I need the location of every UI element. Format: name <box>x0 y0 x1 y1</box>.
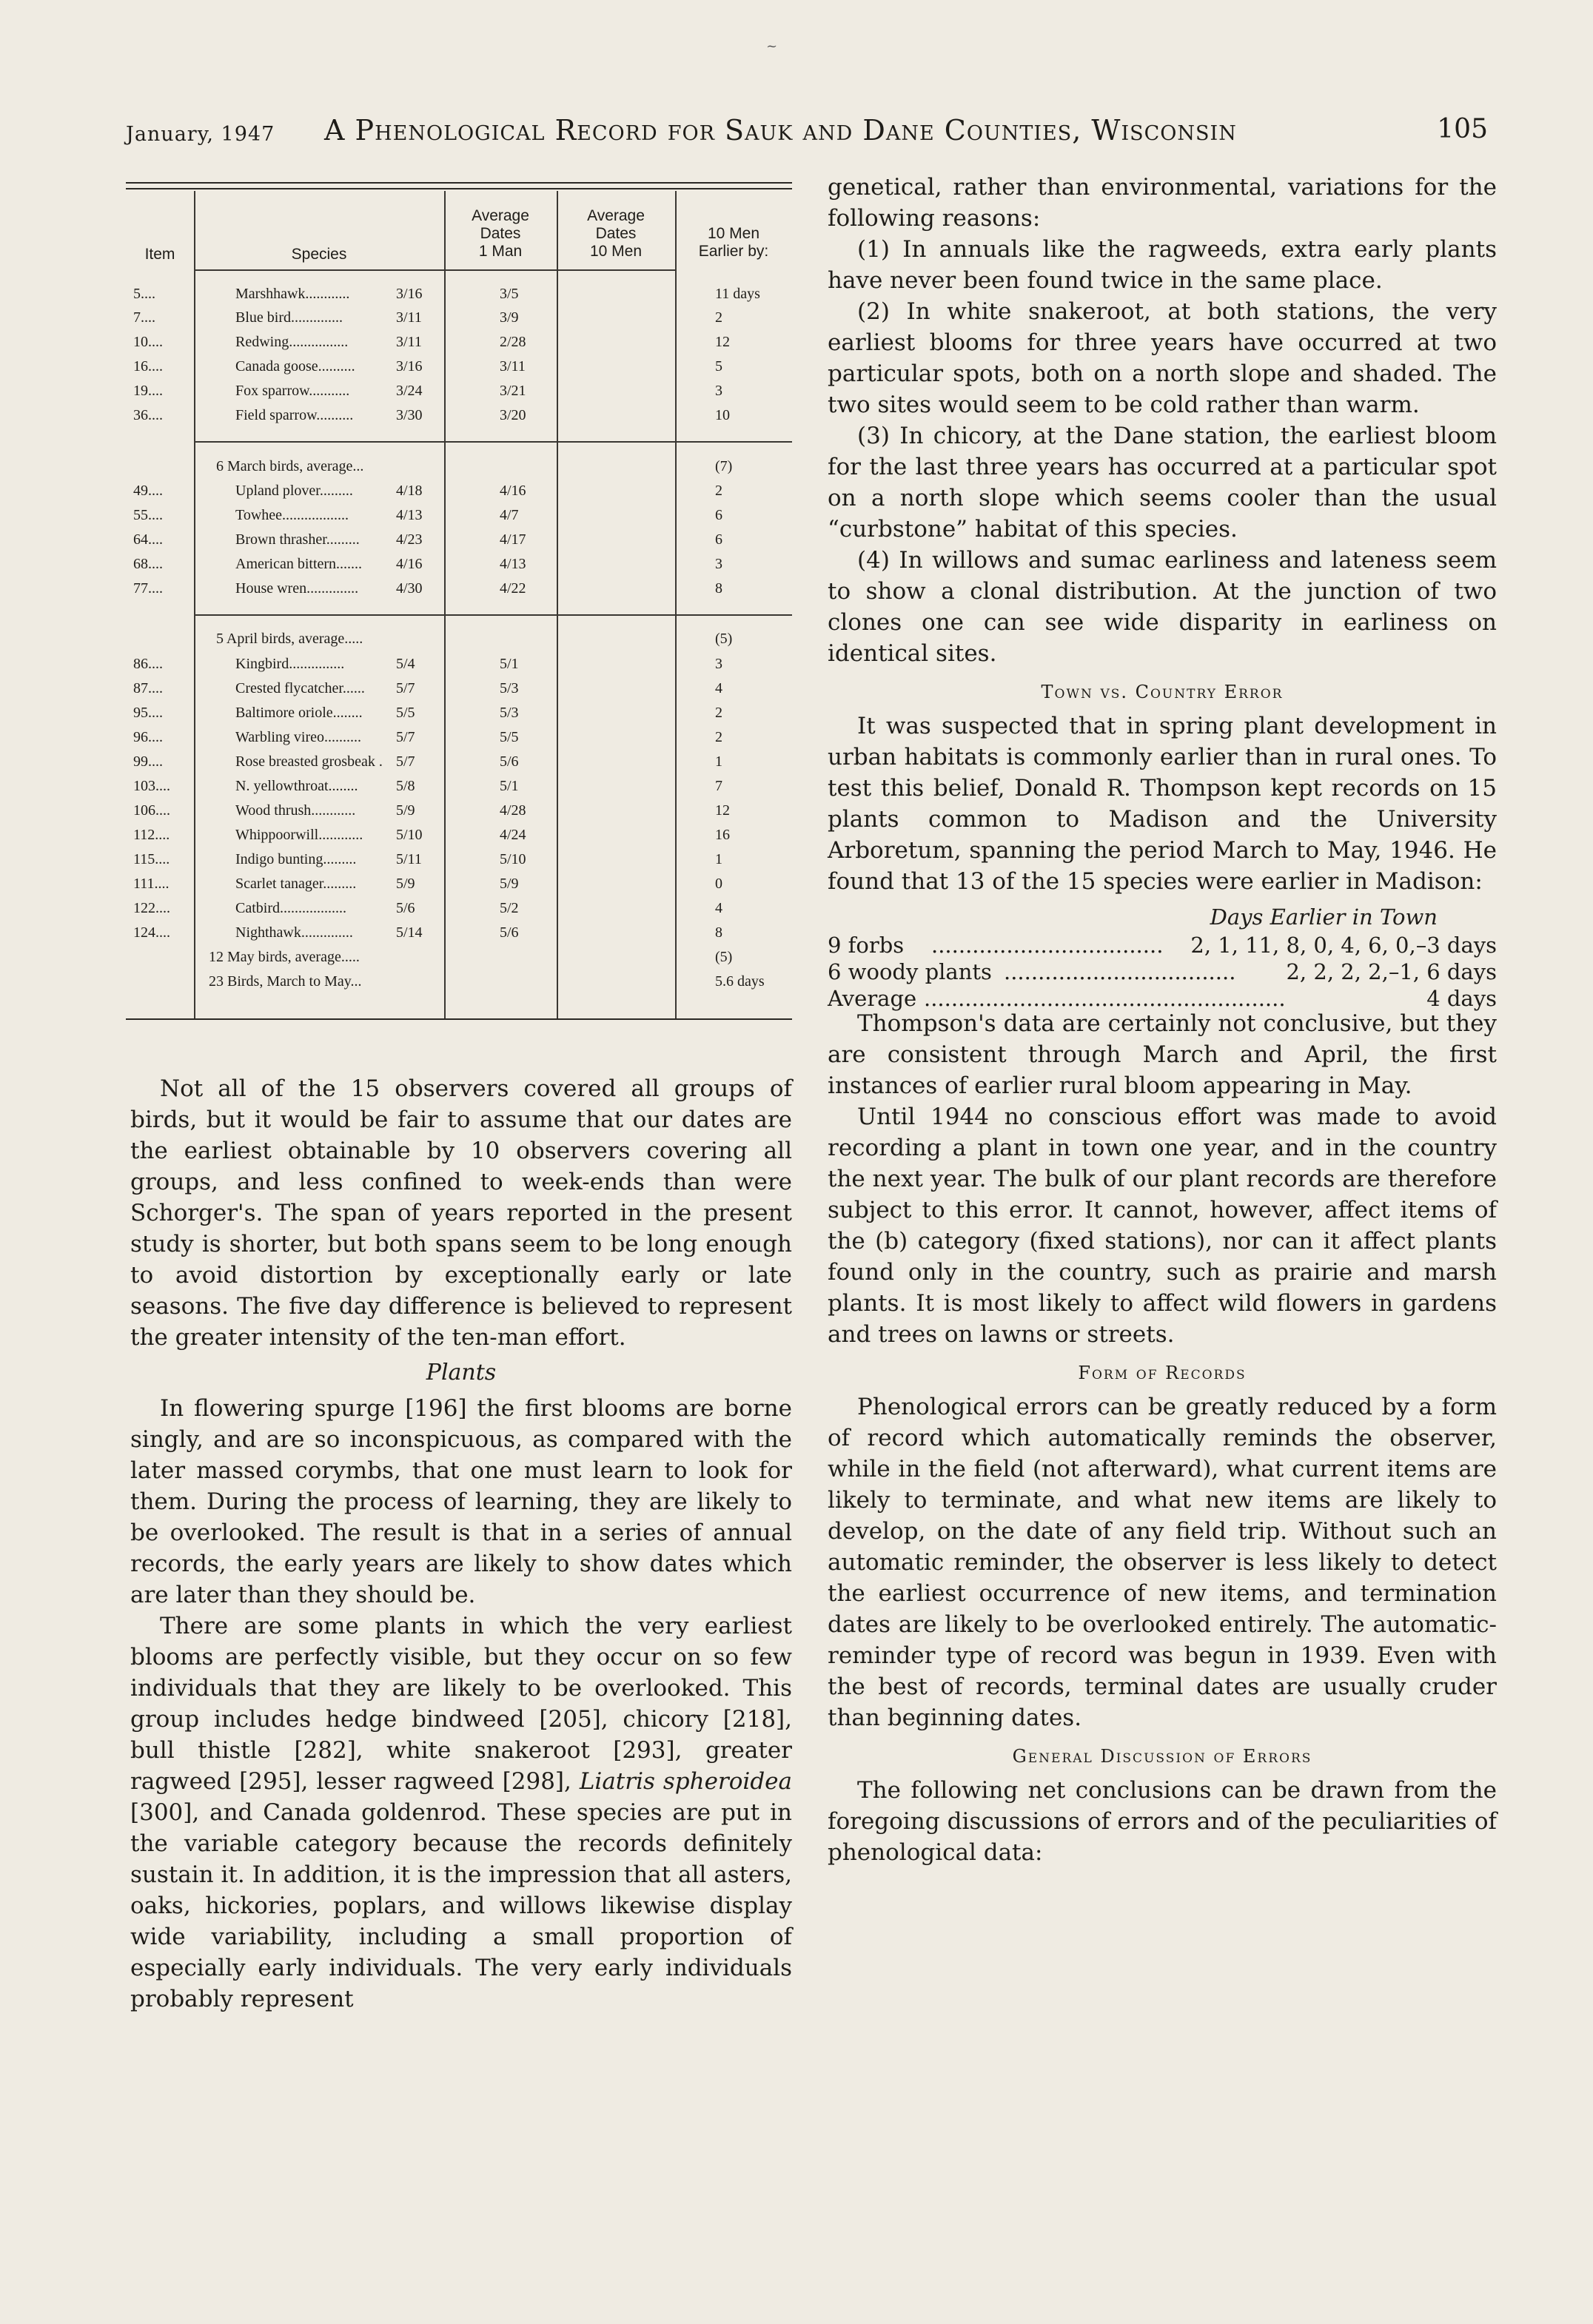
row-item: 87.... <box>133 680 163 696</box>
row-avg1: 5/9 <box>396 802 415 819</box>
row-avg10: 5/9 <box>500 876 519 892</box>
row-earlier: 12 <box>715 334 730 350</box>
paragraph: It was suspected that in spring plant development in urban habitats is commonly earlier than in rural ones. To test this belief, Donald R. Thompson kept records on 15 plants common to Madison and the University Arboretum, spanning the period March to May, 1946. He found that 13 of the 15 species were earlier in Madison: <box>828 713 1497 895</box>
row-avg1: 5/6 <box>396 900 415 916</box>
col-divider <box>194 191 195 1018</box>
paragraph: (1) In annuals like the ragweeds, extra early plants have never been found twice in the same place. <box>828 236 1497 294</box>
row-avg1: 5/7 <box>396 753 415 770</box>
row-item: 55.... <box>133 507 163 523</box>
row-species: Upland plover......... <box>235 483 353 499</box>
row-avg10: 4/13 <box>500 556 526 572</box>
header-avg10-l3: 10 Men <box>589 243 643 260</box>
row-earlier: 1 <box>715 851 722 867</box>
row-earlier: 3 <box>715 556 722 572</box>
row-values: 4 days <box>1426 986 1497 1011</box>
days-earlier-heading: Days Earlier in Town <box>1210 904 1438 930</box>
page-number: 105 <box>1437 114 1488 144</box>
row-earlier: 1 <box>715 753 722 770</box>
row-avg10: 3/5 <box>500 286 519 302</box>
header-earlier-l2: Earlier by: <box>698 243 769 260</box>
row-item: 68.... <box>133 556 163 572</box>
row-item: 124.... <box>133 924 170 941</box>
row-avg10: 5/5 <box>500 729 519 745</box>
paragraph: (3) In chicory, at the Dane station, the earliest bloom for the last three years has occurred at a particular spot on a north slope which seems cooler than the usual “curbstone” habitat of this species. <box>828 423 1497 543</box>
row-avg1: 4/18 <box>396 483 423 499</box>
row-item: 19.... <box>133 383 163 399</box>
row-item: 64.... <box>133 531 163 548</box>
row-item: 49.... <box>133 483 163 499</box>
row-label: Average <box>828 986 917 1011</box>
row-species: Fox sparrow........... <box>235 383 350 399</box>
row-avg1: 3/11 <box>396 334 422 350</box>
row-item: 77.... <box>133 580 163 597</box>
row-item: 16.... <box>133 358 163 375</box>
row-avg1: 4/30 <box>396 580 423 597</box>
row-species: Nighthawk.............. <box>235 924 353 941</box>
row-avg1: 5/7 <box>396 680 415 696</box>
row-species: Redwing................ <box>235 334 349 350</box>
col-divider <box>675 191 677 1018</box>
row-earlier: 6 <box>715 507 722 523</box>
row-item: 86.... <box>133 656 163 672</box>
header-item: Item <box>144 246 175 263</box>
row-earlier: 3 <box>715 383 722 399</box>
row-label: 9 forbs <box>828 933 905 958</box>
row-item: 115.... <box>133 851 170 867</box>
paragraph-text: There are some plants in which the very earliest blooms are perfectly visible, but they occur on so few individuals that they are likely to be overlooked. This group includes hedge bindweed [205], chicory [218], bull thistle [282], white snakeroot [293], greater ragweed [295], lesser ragweed [298], <box>130 1613 792 1795</box>
row-earlier: 4 <box>715 680 722 696</box>
row-species: Warbling vireo.......... <box>235 729 362 745</box>
row-species: House wren.............. <box>235 580 359 597</box>
section-heading-form-of-records: Form of Records <box>1078 1363 1247 1383</box>
row-earlier: 0 <box>715 876 722 892</box>
row-avg1: 3/16 <box>396 358 423 375</box>
header-avg1-l3: 1 Man <box>478 243 523 260</box>
row-species: Brown thrasher......... <box>235 531 360 548</box>
header-avg1-l1: Average <box>472 207 529 224</box>
row-earlier: 4 <box>715 900 722 916</box>
row-species: Rose breasted grosbeak . <box>235 753 383 770</box>
row-item: 10.... <box>133 334 163 350</box>
days-earlier-table <box>828 897 1497 1011</box>
row-item: 111.... <box>133 876 170 892</box>
row-avg10: 4/22 <box>500 580 526 597</box>
group-rule <box>194 441 792 443</box>
row-avg1: 4/23 <box>396 531 423 548</box>
total-label: 23 Birds, March to May... <box>209 973 362 990</box>
right-column <box>828 172 1497 1868</box>
row-avg10: 5/3 <box>500 680 519 696</box>
group-rule <box>194 614 792 616</box>
row-earlier: 2 <box>715 309 722 326</box>
row-avg10: 5/2 <box>500 900 519 916</box>
col-divider <box>557 191 558 1018</box>
paragraph <box>130 1611 792 2015</box>
header-earlier-l1: 10 Men <box>707 225 760 242</box>
row-avg1: 4/13 <box>396 507 423 523</box>
row-avg10: 4/17 <box>500 531 526 548</box>
pencil-mark: ~ <box>766 38 778 54</box>
row-species: Wood thrush............ <box>235 802 356 819</box>
row-avg1: 4/16 <box>396 556 423 572</box>
march-average-label: 6 March birds, average... <box>216 458 364 474</box>
row-earlier: 2 <box>715 729 722 745</box>
row-species: Catbird.................. <box>235 900 346 916</box>
row-item: 122.... <box>133 900 170 916</box>
article-title: A Phenological Record for Sauk and Dane Counties, Wisconsin <box>324 114 1237 147</box>
leader-dots: .................................. <box>1004 959 1236 984</box>
row-species: Marshhawk............ <box>235 286 350 302</box>
row-avg1: 5/8 <box>396 778 415 794</box>
row-species: Towhee.................. <box>235 507 349 523</box>
paragraph: Thompson's data are certainly not conclusive, but they are consistent through March and April, the first instances of earlier rural bloom appearing in May. <box>828 1010 1497 1099</box>
row-earlier: 3 <box>715 656 722 672</box>
row-avg1: 3/30 <box>396 407 423 423</box>
paragraph: The following net conclusions can be drawn from the foregoing discussions of errors and of the peculiarities of phenological data: <box>828 1777 1497 1866</box>
row-avg10: 3/11 <box>500 358 526 375</box>
row-earlier: 10 <box>715 407 730 423</box>
row-species: Scarlet tanager......... <box>235 876 357 892</box>
row-item: 96.... <box>133 729 163 745</box>
running-header <box>126 111 1488 148</box>
row-earlier: 12 <box>715 802 730 819</box>
row-species: Canada goose.......... <box>235 358 355 375</box>
row-species: Kingbird............... <box>235 656 345 672</box>
row-values: 2, 1, 11, 8, 0, 4, 6, 0,–3 days <box>1190 933 1497 958</box>
row-species: Baltimore oriole........ <box>235 705 363 721</box>
april-average-value: (5) <box>715 631 733 647</box>
section-heading-general-discussion: General Discussion of Errors <box>1012 1746 1312 1767</box>
row-earlier: 11 days <box>715 286 760 302</box>
header-avg10-l2: Dates <box>595 225 637 242</box>
row-earlier: 16 <box>715 827 730 843</box>
row-species: Whippoorwill............ <box>235 827 363 843</box>
row-avg10: 5/6 <box>500 924 519 941</box>
leader-dots: ..................................................... <box>924 986 1286 1011</box>
row-avg10: 4/7 <box>500 507 519 523</box>
row-avg1: 5/5 <box>396 705 415 721</box>
row-avg1: 3/16 <box>396 286 423 302</box>
paragraph: (2) In white snakeroot, at both stations, the very earliest blooms for three years have occurred at two particular spots, both on a north slope and shaded. The two sites would seem to be cold rather than warm. <box>828 298 1497 418</box>
row-item: 5.... <box>133 286 155 302</box>
row-avg10: 3/9 <box>500 309 519 326</box>
row-earlier: 6 <box>715 531 722 548</box>
header-rule <box>194 269 675 271</box>
may-average-label: 12 May birds, average..... <box>209 949 360 965</box>
col-divider <box>444 191 446 1018</box>
paragraph: (4) In willows and sumac earliness and lateness seem to show a clonal distribution. At the junction of two clones one can see wide disparity in earliness on identical sites. <box>828 547 1497 667</box>
row-species: Indigo bunting......... <box>235 851 357 867</box>
row-species: American bittern....... <box>235 556 363 572</box>
row-item: 106.... <box>133 802 170 819</box>
bird-arrival-table <box>126 182 792 1021</box>
paragraph: Not all of the 15 observers covered all groups of birds, but it would be fair to assume that our dates are the earliest obtainable by 10 observers covering all groups, and less confined to week-ends than were Schorger's. The span of years reported in the present study is shorter, but both spans seem to be long enough to avoid distortion by exceptionally early or late seasons. The five day difference is believed to represent the greater intensity of the ten-man effort. <box>130 1075 792 1351</box>
march-average-value: (7) <box>715 458 733 474</box>
row-avg10: 4/16 <box>500 483 526 499</box>
species-name: Liatris spheroidea <box>579 1768 792 1795</box>
row-avg10: 4/28 <box>500 802 526 819</box>
row-avg1: 5/4 <box>396 656 415 672</box>
row-avg10: 4/24 <box>500 827 526 843</box>
paragraph: Until 1944 no conscious effort was made to avoid recording a plant in town one year, and in the country the next year. The bulk of our plant records are therefore subject to this error. It cannot, however, affect items of the (b) category (fixed stations), nor can it affect plants found only in the country, such as prairie and marsh plants. It is most likely to affect wild flowers in gardens and trees on lawns or streets. <box>828 1104 1497 1348</box>
row-species: Blue bird.............. <box>235 309 343 326</box>
row-item: 36.... <box>133 407 163 423</box>
row-avg10: 2/28 <box>500 334 526 350</box>
row-species: Field sparrow.......... <box>235 407 354 423</box>
paragraph: Phenological errors can be greatly reduced by a form of record which automatically reminds the observer, while in the field (not afterward), what current items are likely to terminate, and what new items are likely to develop, on the date of any field trip. Without such an automatic reminder, the observer is less likely to detect the earliest occurrence of new items, and termination dates are likely to be overlooked entirely. The automatic-reminder type of record was begun in 1939. Even with the best of records, terminal dates are usually cruder than beginning dates. <box>828 1394 1497 1731</box>
row-item: 112.... <box>133 827 170 843</box>
row-avg10: 5/10 <box>500 851 526 867</box>
row-avg1: 5/11 <box>396 851 422 867</box>
row-item: 103.... <box>133 778 170 794</box>
row-earlier: 5 <box>715 358 722 375</box>
row-species: Crested flycatcher...... <box>235 680 365 696</box>
row-avg1: 5/9 <box>396 876 415 892</box>
section-heading-plants: Plants <box>426 1360 497 1386</box>
row-avg10: 3/21 <box>500 383 526 399</box>
row-earlier: 7 <box>715 778 722 794</box>
row-avg10: 5/6 <box>500 753 519 770</box>
row-avg1: 5/7 <box>396 729 415 745</box>
table-bottom-rule <box>126 1018 792 1020</box>
row-values: 2, 2, 2, 2,–1, 6 days <box>1286 959 1497 984</box>
leader-dots: .................................. <box>931 933 1164 958</box>
table-top-rule-2 <box>126 188 792 189</box>
header-species: Species <box>291 246 347 263</box>
row-earlier: 2 <box>715 483 722 499</box>
may-average-value: (5) <box>715 949 733 965</box>
row-avg1: 3/11 <box>396 309 422 326</box>
row-item: 7.... <box>133 309 155 326</box>
april-average-label: 5 April birds, average..... <box>216 631 363 647</box>
issue-date: January, 1947 <box>126 123 275 146</box>
section-heading-town-vs-country: Town vs. Country Error <box>1041 682 1284 702</box>
row-avg1: 3/24 <box>396 383 423 399</box>
row-avg10: 5/3 <box>500 705 519 721</box>
row-earlier: 2 <box>715 705 722 721</box>
row-species: N. yellowthroat........ <box>235 778 358 794</box>
row-item: 99.... <box>133 753 163 770</box>
table-top-rule <box>126 182 792 184</box>
left-column <box>130 1073 792 2015</box>
row-avg10: 5/1 <box>500 656 519 672</box>
row-earlier: 8 <box>715 580 722 597</box>
row-earlier: 8 <box>715 924 722 941</box>
row-avg1: 5/10 <box>396 827 423 843</box>
header-avg10-l1: Average <box>587 207 645 224</box>
paragraph: In flowering spurge [196] the first blooms are borne singly, and are so inconspicuous, as compared with the later massed corymbs, that one must learn to look for them. During the process of learning, they are likely to be overlooked. The result is that in a series of annual records, the early years are likely to show dates which are later than they should be. <box>130 1395 792 1608</box>
total-value: 5.6 days <box>715 973 765 990</box>
row-item: 95.... <box>133 705 163 721</box>
paragraph-text: [300], and Canada goldenrod. These species are put in the variable category because the records definitely sustain it. In addition, it is the impression that all asters, oaks, hickories, poplars, and willows likewise display wide variability, including a small proportion of especially early individuals. The very early individuals probably represent <box>130 1799 792 2012</box>
row-avg10: 5/1 <box>500 778 519 794</box>
header-avg1-l2: Dates <box>480 225 521 242</box>
paragraph: genetical, rather than environmental, variations for the following reasons: <box>828 174 1497 232</box>
row-avg10: 3/20 <box>500 407 526 423</box>
row-avg1: 5/14 <box>396 924 423 941</box>
row-label: 6 woody plants <box>828 959 992 984</box>
